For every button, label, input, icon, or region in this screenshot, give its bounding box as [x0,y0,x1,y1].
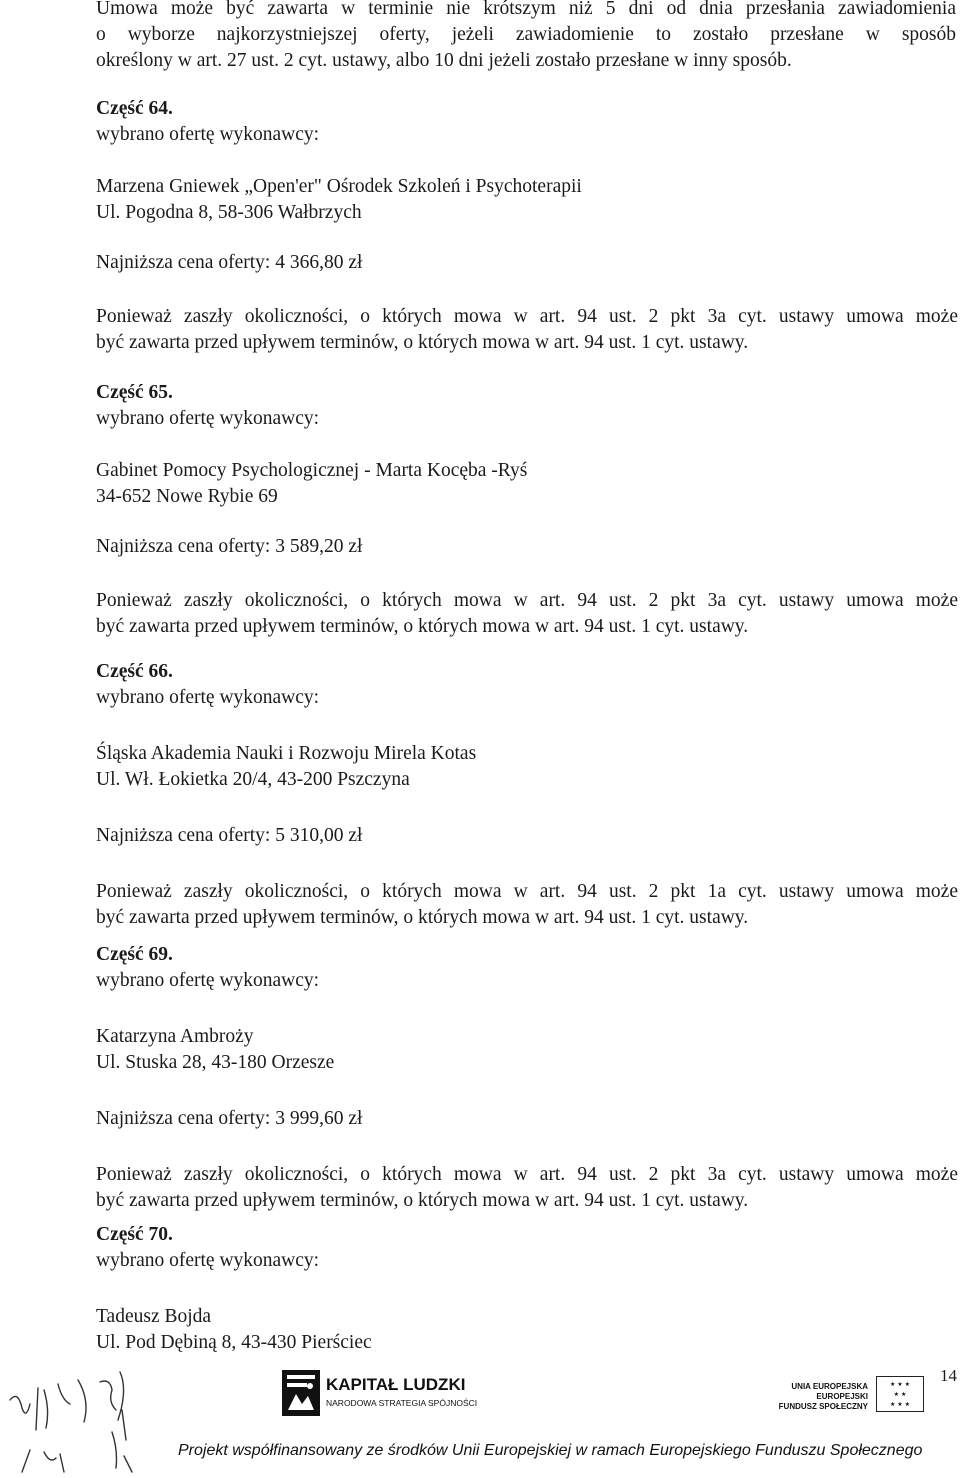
intro-paragraph [96,0,956,74]
section-66 [96,659,960,931]
reason-line-1: Ponieważ zaszły okoliczności, o których mowa w art. 94 ust. 2 pkt 3a cyt. ustawy umowa może [96,306,958,327]
reason-paragraph [96,879,958,931]
contractor-name: Śląska Akademia Nauki i Rozwoju Mirela Kotas [96,743,477,764]
section-heading: Część 66. [96,661,173,682]
section-heading: Część 65. [96,382,173,403]
cofinancing-note: Projekt współfinansowany ze środków Unii Europejskiej w ramach Europejskiego Funduszu Społecznego [178,1442,923,1459]
handwritten-signature [0,1360,170,1478]
reason-line-1: Ponieważ zaszły okoliczności, o których mowa w art. 94 ust. 2 pkt 3a cyt. ustawy umowa może [96,1164,958,1185]
contractor-name: Katarzyna Ambroży [96,1026,254,1047]
reason-paragraph [96,304,958,356]
kapital-ludzki-emblem-icon [282,1370,320,1416]
chosen-label: wybrano ofertę wykonawcy: [96,408,320,429]
section-heading: Część 69. [96,944,173,965]
section-64 [96,96,960,356]
reason-line-1: Ponieważ zaszły okoliczności, o których mowa w art. 94 ust. 2 pkt 1a cyt. ustawy umowa może [96,881,958,902]
chosen-label: wybrano ofertę wykonawcy: [96,124,320,145]
lowest-price: Najniższa cena oferty: 4 366,80 zł [96,252,363,273]
intro-line-3: określony w art. 27 ust. 2 cyt. ustawy, albo 10 dni jeżeli zostało przesłane w inny sposób. [96,50,792,71]
chosen-label: wybrano ofertę wykonawcy: [96,970,320,991]
chosen-label: wybrano ofertę wykonawcy: [96,687,320,708]
eu-line-1: UNIA EUROPEJSKA [791,1382,868,1391]
intro-line-1: Umowa może być zawarta w terminie nie krótszym niż 5 dni od dnia przesłania zawiadomienia [96,0,956,19]
reason-line-2: być zawarta przed upływem terminów, o których mowa w art. 94 ust. 1 cyt. ustawy. [96,332,749,353]
contractor-address: 34-652 Nowe Rybie 69 [96,486,278,507]
chosen-label: wybrano ofertę wykonawcy: [96,1250,320,1271]
svg-text:★ ★ ★: ★ ★ ★ [890,1381,910,1388]
contractor-address: Ul. Stuska 28, 43-180 Orzesze [96,1052,335,1073]
reason-line-2: być zawarta przed upływem terminów, o których mowa w art. 94 ust. 1 cyt. ustawy. [96,907,749,928]
reason-line-2: być zawarta przed upływem terminów, o których mowa w art. 94 ust. 1 cyt. ustawy. [96,1190,749,1211]
svg-text:★ ★: ★ ★ [893,1391,907,1398]
reason-paragraph [96,588,958,640]
kl-title: KAPITAŁ LUDZKI [326,1375,466,1394]
contractor-address: Ul. Wł. Łokietka 20/4, 43-200 Pszczyna [96,769,410,790]
kl-subtitle: NARODOWA STRATEGIA SPÓJNOŚCI [326,1398,478,1408]
section-heading: Część 64. [96,98,173,119]
section-heading: Część 70. [96,1224,173,1245]
reason-paragraph [96,1162,958,1214]
contractor-name: Tadeusz Bojda [96,1306,212,1327]
eu-flag-icon [876,1376,924,1412]
section-65 [96,380,960,640]
reason-line-2: być zawarta przed upływem terminów, o których mowa w art. 94 ust. 1 cyt. ustawy. [96,616,749,637]
intro-line-2: o wyborze najkorzystniejszej oferty, jeżeli zawiadomienie to zostało przesłane w sposób [96,24,956,45]
contractor-name: Gabinet Pomocy Psychologicznej - Marta Kocęba -Ryś [96,460,528,481]
footer [0,1360,960,1478]
contractor-address: Ul. Pod Dębiną 8, 43-430 Pierściec [96,1332,372,1353]
contractor-address: Ul. Pogodna 8, 58-306 Wałbrzych [96,202,362,223]
reason-line-1: Ponieważ zaszły okoliczności, o których mowa w art. 94 ust. 2 pkt 3a cyt. ustawy umowa może [96,590,958,611]
eu-text [779,1382,868,1412]
lowest-price: Najniższa cena oferty: 5 310,00 zł [96,825,363,846]
lowest-price: Najniższa cena oferty: 3 999,60 zł [96,1108,363,1129]
lowest-price: Najniższa cena oferty: 3 589,20 zł [96,536,363,557]
section-70 [96,1222,960,1356]
contractor-name: Marzena Gniewek „Open'er" Ośrodek Szkoleń i Psychoterapii [96,176,582,197]
eu-line-2: EUROPEJSKI [816,1392,868,1401]
eu-logo [744,1374,924,1424]
eu-line-3: FUNDUSZ SPOŁECZNY [778,1402,868,1411]
page-number: 14 [940,1366,957,1385]
section-69 [96,942,960,1214]
svg-text:★ ★ ★: ★ ★ ★ [890,1401,910,1408]
kapital-ludzki-logo [282,1370,612,1420]
